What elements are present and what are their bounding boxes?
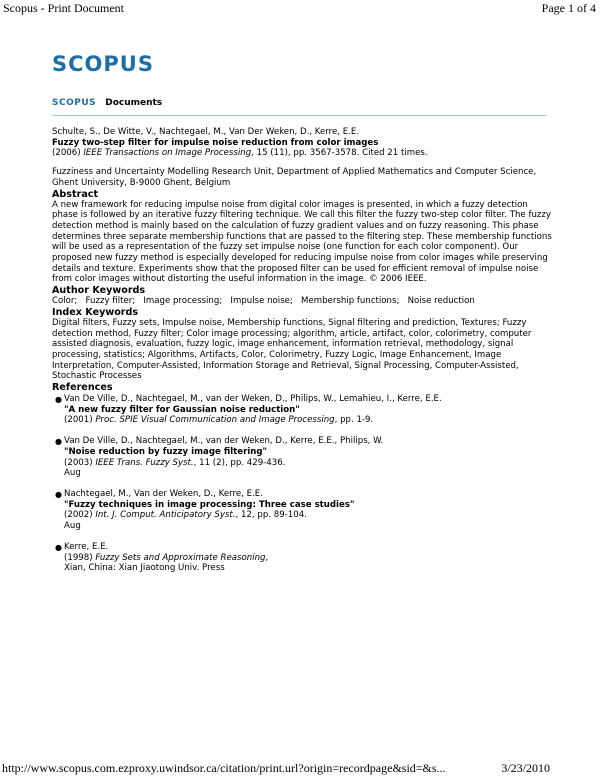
reference-source: Int. J. Comput. Anticipatory Syst. xyxy=(95,510,236,521)
section-title: Documents xyxy=(105,98,163,108)
print-header-title: Scopus - Print Document xyxy=(3,1,124,15)
reference-list xyxy=(52,394,552,574)
reference-citation xyxy=(64,510,552,521)
reference-details: , 12, pp. 89-104. xyxy=(235,510,307,521)
print-footer xyxy=(0,760,600,776)
reference-details: , xyxy=(265,552,269,563)
index-keywords-heading: Index Keywords xyxy=(52,306,139,318)
reference-extra: Aug xyxy=(64,468,81,479)
reference-item xyxy=(52,394,552,426)
reference-citation xyxy=(64,553,552,564)
bullet-icon: ● xyxy=(55,542,62,552)
citation xyxy=(52,148,552,159)
footer-url: http://www.scopus.com.ezproxy.uwindsor.ca/citation/print.url?origin=recordpage&sid=&s... xyxy=(2,761,446,775)
reference-item xyxy=(52,489,552,532)
reference-details: , pp. 1-9. xyxy=(334,415,374,426)
reference-details: , 11 (2), pp. 429-436. xyxy=(193,457,286,468)
document-body xyxy=(52,127,552,584)
reference-year: (1998) xyxy=(64,552,96,563)
footer-date: 3/23/2010 xyxy=(501,761,550,775)
divider xyxy=(52,115,546,116)
reference-year: (2003) xyxy=(64,457,96,468)
reference-source: Fuzzy Sets and Approximate Reasoning xyxy=(95,552,266,563)
citation-details: , 15 (11), pp. 3567-3578. Cited 21 times. xyxy=(251,148,428,159)
reference-year: (2002) xyxy=(64,510,96,521)
scopus-logo: SCOPUS xyxy=(52,52,154,76)
author-keywords-text: Color; Fuzzy filter; Image processing; Impulse noise; Membership functions; Noise reduction xyxy=(52,296,475,307)
reference-extra: Aug xyxy=(64,521,81,532)
reference-title: "Noise reduction by fuzzy image filtering" xyxy=(64,446,268,457)
references-heading: References xyxy=(52,382,113,394)
authors: Schulte, S., De Witte, V., Nachtegael, M., Van Der Weken, D., Kerre, E.E. xyxy=(52,127,360,137)
bullet-icon: ● xyxy=(55,395,62,405)
author-keywords-heading: Author Keywords xyxy=(52,285,146,297)
section-header xyxy=(52,90,163,108)
citation-year: (2006) xyxy=(52,148,84,159)
reference-title: "A new fuzzy filter for Gaussian noise reduction" xyxy=(64,404,300,415)
reference-source: Proc. SPIE Visual Communication and Image Processing xyxy=(95,415,335,426)
page-indicator: Page 1 of 4 xyxy=(541,1,596,15)
abstract-heading: Abstract xyxy=(52,188,99,200)
reference-authors: Nachtegael, M., Van der Weken, D., Kerre, E.E. xyxy=(64,488,263,499)
print-header xyxy=(0,0,600,16)
reference-authors: Van De Ville, D., Nachtegael, M., van der Weken, D., Kerre, E.E., Philips, W. xyxy=(64,436,384,447)
reference-authors: Kerre, E.E. xyxy=(64,541,109,552)
reference-year: (2001) xyxy=(64,415,96,426)
reference-item xyxy=(52,436,552,479)
abstract-text: A new framework for reducing impulse noise from digital color images is presented, in which a fuzzy detection phase is followed by an iterative fuzzy filtering technique. We call this filter the fuzzy two-step color filter. The fuzzy detection method is mainly based on the calculation of fuzzy gradient values and on fuzzy reasoning. This phase determines three separate membership functions that are passed to the filtering step. These membership functions will be used as a representation of the fuzzy set impulse noise (one function for each color component). Our proposed new fuzzy method is especially developed for reducing impulse noise from color images while preserving details and texture. Experiments show that the proposed filter can be used for efficient removal of impulse noise from color images without distorting the useful information in the image. © 2006 IEEE. xyxy=(52,199,552,285)
reference-source: IEEE Trans. Fuzzy Syst. xyxy=(95,457,194,468)
bullet-icon: ● xyxy=(55,489,62,499)
reference-extra: Xian, China: Xian Jiaotong Univ. Press xyxy=(64,563,225,574)
scopus-small-logo: SCOPUS xyxy=(52,98,97,108)
affiliation: Fuzziness and Uncertainty Modelling Research Unit, Department of Applied Mathematics and Computer Science, Ghent University, B-9000 Ghent, Belgium xyxy=(52,167,537,188)
article-title: Fuzzy two-step filter for impulse noise reduction from color images xyxy=(52,137,379,148)
reference-citation xyxy=(64,458,552,469)
reference-item xyxy=(52,542,552,574)
bullet-icon: ● xyxy=(55,437,62,447)
reference-citation xyxy=(64,415,552,426)
index-keywords-text: Digital filters, Fuzzy sets, Impulse noise, Membership functions, Signal filtering and prediction, Textures; Fuzzy detection method, Fuzzy filter; Color image processing; algorithm, article, artifact, color, colorimetry, computer assisted diagnosis, evaluation, fuzzy logic, image enhancement, information retrieval, methodology, signal processing, statistics; Algorithms, Artifacts, Color, Colorimetry, Fuzzy Logic, Image Enhancement, Image Interpretation, Computer-Assisted, Information Storage and Retrieval, Signal Processing, Computer-Assisted, Stochastic Processes xyxy=(52,317,532,382)
journal-name: IEEE Transactions on Image Processing xyxy=(83,148,252,159)
reference-authors: Van De Ville, D., Nachtegael, M., van der Weken, D., Philips, W., Lemahieu, I., Kerre, E.E. xyxy=(64,394,442,405)
reference-title: "Fuzzy techniques in image processing: Three case studies" xyxy=(64,499,355,510)
